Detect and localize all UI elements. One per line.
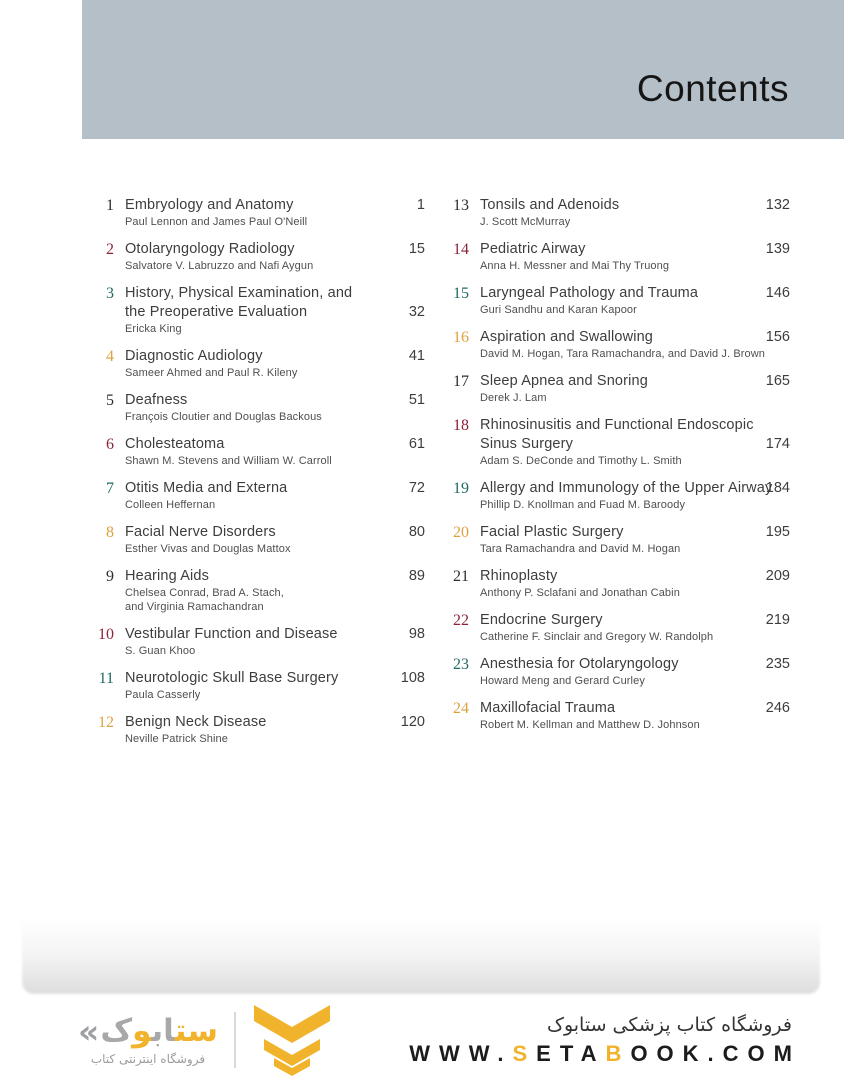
toc-column-left [88, 196, 425, 757]
chapter-title: Neurotologic Skull Base Surgery [125, 670, 339, 686]
chapter-page-number: 41 [408, 348, 425, 364]
chapter-number: 11 [98, 670, 114, 687]
chapter-title: Facial Plastic Surgery [480, 524, 624, 540]
setabook-logo-text [78, 1014, 218, 1065]
chapter-number: 18 [453, 417, 469, 434]
chapter-number: 3 [106, 285, 114, 302]
chapter-page-number: 51 [408, 392, 425, 408]
setabook-chevron-emblem-icon [252, 1003, 332, 1077]
toc-entry [443, 655, 790, 688]
brand-part-4: ک [100, 1013, 133, 1050]
toc-entry [88, 240, 425, 273]
chapter-title: Pediatric Airway [480, 241, 586, 257]
chapter-number: 6 [106, 436, 114, 453]
chapter-page-number: 120 [400, 714, 425, 730]
chapter-authors: Salvatore V. Labruzzo and Nafi Aygun [125, 260, 314, 272]
chapter-authors: Paula Casserly [125, 689, 201, 701]
chapter-authors: Robert M. Kellman and Matthew D. Johnson [480, 719, 700, 731]
chapter-number: 21 [453, 568, 469, 585]
chapter-authors: Derek J. Lam [480, 392, 547, 404]
chapter-page-number: 146 [765, 285, 790, 301]
chapter-title: Otitis Media and Externa [125, 480, 288, 496]
toc-entry [88, 347, 425, 380]
chapter-title: Rhinoplasty [480, 568, 558, 584]
toc-entry [443, 416, 790, 468]
chapter-title: Hearing Aids [125, 568, 210, 584]
setabook-logo [78, 1003, 332, 1077]
url-part-2: S [512, 1040, 537, 1066]
chapter-page-number: 89 [408, 568, 425, 584]
chapter-number: 24 [453, 700, 469, 717]
chapter-page-number: 246 [765, 700, 790, 716]
chapter-title: Deafness [125, 392, 188, 408]
toc-entry [443, 196, 790, 229]
toc-column-right [443, 196, 790, 757]
chapter-page-number: 184 [765, 480, 790, 496]
chapter-page-number: 156 [765, 329, 790, 345]
chapter-title: Embryology and Anatomy [125, 197, 294, 213]
chapter-page-number: 132 [765, 197, 790, 213]
toc-entry [88, 625, 425, 658]
chapter-authors: Sameer Ahmed and Paul R. Kileny [125, 367, 298, 379]
chapter-authors: Colleen Heffernan [125, 499, 216, 511]
chapter-title: Tonsils and Adenoids [480, 197, 620, 213]
chapter-title: Facial Nerve Disorders [125, 524, 276, 540]
chapter-number: 16 [453, 329, 469, 346]
chapter-title: Maxillofacial Trauma [480, 700, 616, 716]
page-title: Contents [636, 68, 789, 109]
chapter-page-number: 174 [765, 436, 790, 452]
chapter-number: 4 [106, 348, 114, 365]
chapter-page-number: 209 [765, 568, 790, 584]
chapter-title: Rhinosinusitis and Functional Endoscopic Sinus Surgery [480, 417, 754, 452]
chapter-authors: François Cloutier and Douglas Backous [125, 411, 322, 423]
chapter-title: Cholesteatoma [125, 436, 225, 452]
brand-part-1: ست [174, 1013, 218, 1050]
chapter-number: 17 [453, 373, 469, 390]
toc-entry [443, 699, 790, 732]
toc-entry [88, 391, 425, 424]
chapter-authors: Tara Ramachandra and David M. Hogan [480, 543, 681, 555]
chapter-number: 12 [98, 714, 114, 731]
chapter-authors: Adam S. DeConde and Timothy L. Smith [480, 455, 682, 467]
chapter-number: 10 [98, 626, 114, 643]
toc-entry [88, 669, 425, 702]
chapter-title: Benign Neck Disease [125, 714, 267, 730]
chapter-title: Vestibular Function and Disease [125, 626, 338, 642]
chapter-title: Aspiration and Swallowing [480, 329, 654, 345]
chapter-page-number: 80 [408, 524, 425, 540]
toc-entry [88, 284, 425, 336]
chapter-number: 1 [106, 197, 114, 214]
chapter-page-number: 219 [765, 612, 790, 628]
brand-subtitle: فروشگاه اینترنتی کتاب [90, 1051, 206, 1066]
chapter-title: Laryngeal Pathology and Trauma [480, 285, 699, 301]
chapter-authors: Anthony P. Sclafani and Jonathan Cabin [480, 587, 680, 599]
table-of-contents [88, 196, 790, 757]
chapter-authors: S. Guan Khoo [125, 645, 196, 657]
toc-entry [88, 713, 425, 746]
chapter-authors: Neville Patrick Shine [125, 733, 228, 745]
toc-entry [443, 567, 790, 600]
chapter-page-number: 108 [400, 670, 425, 686]
chapter-title: Sleep Apnea and Snoring [480, 373, 648, 389]
footer-right [409, 1014, 801, 1066]
footer [78, 1000, 801, 1080]
brand-row [78, 1012, 218, 1051]
chapter-title: Diagnostic Audiology [125, 348, 263, 364]
chapter-number: 15 [453, 285, 469, 302]
toc-entry [88, 523, 425, 556]
chapter-page-number: 165 [765, 373, 790, 389]
store-tagline: فروشگاه کتاب پزشکی ستابوک [546, 1014, 792, 1037]
chapter-authors: Howard Meng and Gerard Curley [480, 675, 645, 687]
toc-entry [443, 523, 790, 556]
chapter-page-number: 15 [408, 241, 425, 257]
chapter-title: Otolaryngology Radiology [125, 241, 295, 257]
chapter-page-number: 235 [765, 656, 790, 672]
chapter-title: Anesthesia for Otolaryngology [480, 656, 679, 672]
chapter-number: 22 [453, 612, 469, 629]
toc-entry [443, 284, 790, 317]
chapter-authors: Shawn M. Stevens and William W. Carroll [125, 455, 332, 467]
chapter-authors: Ericka King [125, 323, 182, 335]
page-edge-shadow [22, 918, 820, 994]
toc-entry [88, 196, 425, 229]
chapter-authors: Anna H. Messner and Mai Thy Truong [480, 260, 670, 272]
chapter-authors: Esther Vivas and Douglas Mattox [125, 543, 291, 555]
brand-part-3: و [132, 1013, 152, 1050]
double-chevron-icon: « [78, 1012, 100, 1051]
toc-entry [443, 611, 790, 644]
chapter-number: 20 [453, 524, 469, 541]
chapter-number: 13 [453, 197, 469, 214]
chapter-authors: Paul Lennon and James Paul O'Neill [125, 216, 308, 228]
chapter-number: 9 [106, 568, 114, 585]
chapter-number: 14 [453, 241, 469, 258]
chapter-page-number: 139 [765, 241, 790, 257]
chapter-title: Endocrine Surgery [480, 612, 603, 628]
chapter-page-number: 61 [408, 436, 425, 452]
toc-entry [443, 372, 790, 405]
chapter-number: 8 [106, 524, 114, 541]
url-part-4: B [605, 1040, 631, 1066]
toc-entry [443, 240, 790, 273]
chapter-authors: Chelsea Conrad, Brad A. Stach, and Virginia Ramachandran [125, 587, 284, 613]
chapter-page-number: 195 [765, 524, 790, 540]
chapter-authors: J. Scott McMurray [480, 216, 571, 228]
chapter-title: History, Physical Examination, and the Preoperative Evaluation [125, 285, 353, 320]
chapter-number: 5 [106, 392, 114, 409]
store-url [409, 1040, 801, 1066]
chapter-number: 23 [453, 656, 469, 673]
chapter-page-number: 1 [416, 197, 425, 213]
toc-entry [443, 479, 790, 512]
chapter-authors: Guri Sandhu and Karan Kapoor [480, 304, 637, 316]
toc-entry [443, 328, 790, 361]
brand-wordmark [100, 1014, 218, 1048]
chapter-number: 2 [106, 241, 114, 258]
url-part-1: WWW. [409, 1040, 513, 1066]
chapter-page-number: 98 [408, 626, 425, 642]
chapter-number: 19 [453, 480, 469, 497]
chapter-title: Allergy and Immunology of the Upper Airway [480, 480, 773, 496]
url-part-5: OOK.COM [630, 1040, 801, 1066]
header-band [82, 0, 844, 139]
chapter-authors: Catherine F. Sinclair and Gregory W. Randolph [480, 631, 714, 643]
chapter-authors: David M. Hogan, Tara Ramachandra, and David J. Brown [480, 348, 766, 360]
toc-entry [88, 567, 425, 614]
chapter-page-number: 32 [408, 304, 425, 320]
toc-entry [88, 435, 425, 468]
toc-entry [88, 479, 425, 512]
chapter-page-number: 72 [408, 480, 425, 496]
chapter-authors: Phillip D. Knollman and Fuad M. Baroody [480, 499, 686, 511]
url-part-3: ETA [536, 1040, 606, 1066]
logo-divider [234, 1012, 236, 1068]
brand-part-2: اب [151, 1013, 175, 1050]
chapter-number: 7 [106, 480, 114, 497]
